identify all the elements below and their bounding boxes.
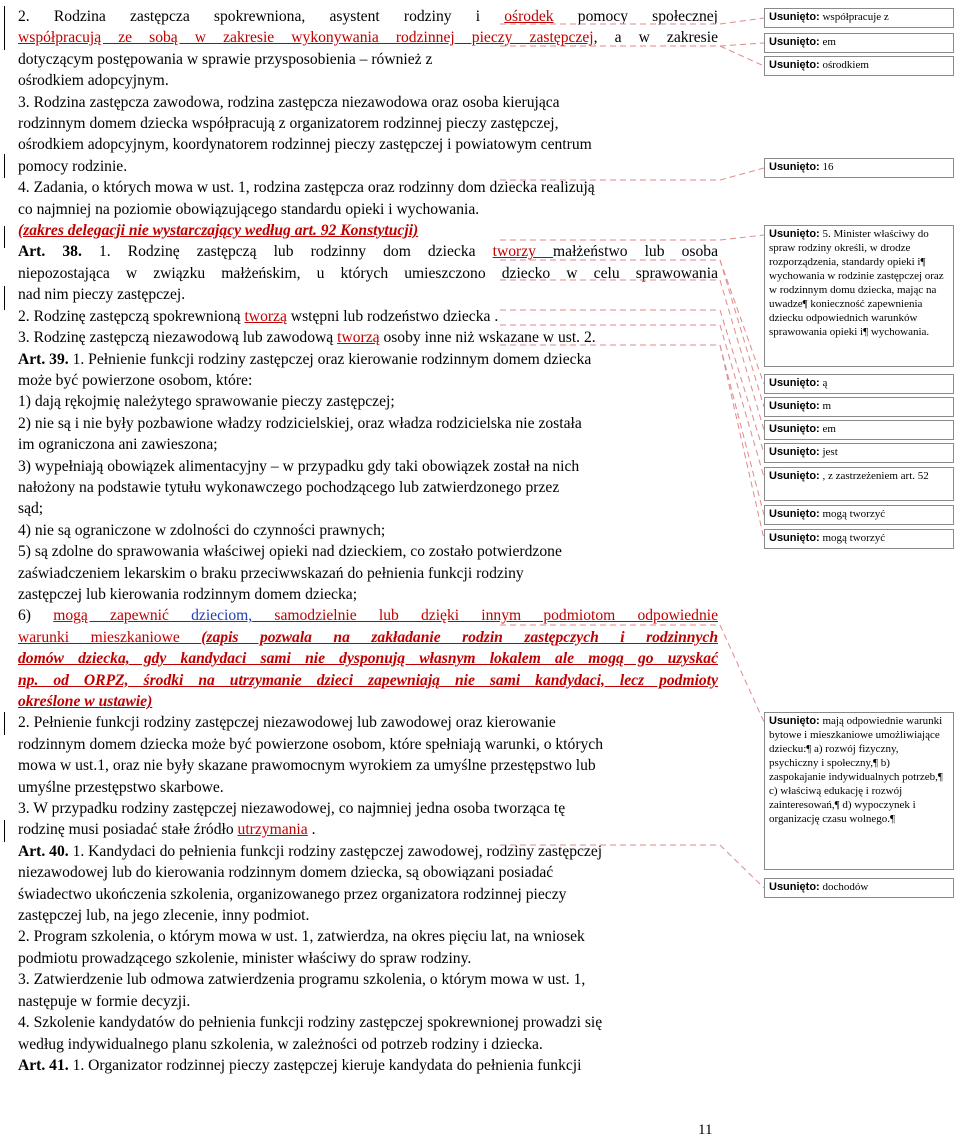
balloon-label: Usunięto:	[769, 470, 820, 482]
revision-text: współpracują ze sobą w zakresie wykonywania rodzinnej pieczy zastępczej	[18, 29, 594, 47]
text-line	[18, 391, 718, 412]
deletion-comment-balloon[interactable]	[764, 225, 954, 367]
balloon-text: em	[819, 36, 836, 48]
text-run: umyślne przestępstwo skarbowe.	[18, 778, 224, 796]
change-bar	[4, 154, 5, 178]
balloon-label: Usunięto:	[769, 377, 820, 389]
balloon-text: m	[819, 400, 832, 412]
text-run: według indywidualnego planu szkolenia, w zależności od potrzeb rodziny i dziecka.	[18, 1035, 543, 1053]
text-run: rodzinnym domem dziecka może być powierzone osobom, które spełniają warunki, o których	[18, 735, 604, 753]
text-run: 3. W przypadku rodziny zastępczej niezawodowej, co najmniej jedna osoba tworząca tę	[18, 800, 566, 818]
text-line	[18, 263, 718, 284]
text-line	[18, 199, 718, 220]
balloon-text: jest	[819, 446, 838, 458]
text-line	[18, 370, 718, 391]
text-line	[18, 798, 718, 819]
balloon-label: Usunięto:	[769, 161, 820, 173]
text-run: pomocy rodzinie.	[18, 157, 128, 175]
deletion-comment-balloon[interactable]	[764, 8, 954, 28]
text-run: podmiotu prowadzącego szkolenie, minister właściwy do spraw rodziny.	[18, 949, 472, 967]
revision-text: mogą zapewnić	[53, 607, 192, 625]
text-line	[18, 1055, 718, 1076]
change-bar	[4, 820, 5, 842]
balloon-text: mogą tworzyć	[819, 532, 886, 544]
balloon-text: , z zastrzeżeniem art. 52	[819, 470, 929, 482]
text-run: 2. Rodzina zastępcza spokrewniona,	[18, 8, 330, 25]
page-number: 11	[698, 1122, 713, 1138]
change-bar	[4, 226, 5, 248]
balloon-label: Usunięto:	[769, 59, 820, 71]
text-line	[18, 520, 718, 541]
text-line	[18, 991, 718, 1012]
change-bar	[4, 712, 5, 735]
text-run: 1. Kandydaci do pełnienia funkcji rodziny zastępczej zawodowej, rodziny zastępczej	[68, 842, 603, 860]
balloon-text: mają odpowiednie warunki bytowe i mieszkaniowe umożliwiające dziecku:¶ a) rozwój fizyczny, psychiczny i społeczny,¶ b) zaspokajanie indywidualnych potrzeb,¶ c) właściwą edukację i rozwój zainteresowań,¶ d) wypoczynek i organizację czasu wolnego.¶	[769, 715, 943, 825]
balloon-text: em	[819, 423, 836, 435]
text-line	[18, 477, 718, 498]
text-run: pomocy społecznej	[553, 8, 718, 25]
text-run: zastępczej lub, na jego zlecenie, inny podmiot.	[18, 907, 310, 925]
text-run: .	[307, 821, 316, 839]
text-line	[18, 434, 718, 455]
text-run: 5) są zdolne do sprawowania właściwej opieki nad dzieckiem, co zostało potwierdzone	[18, 543, 562, 561]
text-run: 3. Rodzina zastępcza zawodowa, rodzina zastępcza niezawodowa oraz osoba kierująca	[18, 93, 560, 111]
text-line	[18, 691, 718, 712]
text-run: rodzinnym domem dziecka współpracują z organizatorem rodzinnej pieczy zastępczej,	[18, 115, 559, 133]
deletion-comment-balloon[interactable]	[764, 420, 954, 440]
text-line	[18, 777, 718, 798]
text-line	[18, 92, 718, 113]
text-line	[18, 905, 718, 926]
balloon-label: Usunięto:	[769, 881, 820, 893]
change-bar	[4, 6, 5, 50]
balloon-label: Usunięto:	[769, 11, 820, 23]
text-run: nałożony na podstawie tytułu wykonawczego pochodzącego lub zatwierdzonego przez	[18, 478, 560, 496]
text-line	[18, 49, 718, 70]
text-run: świadectwo ukończenia szkolenia, organizowanego przez organizatora rodzinnej pieczy	[18, 885, 567, 903]
balloon-label: Usunięto:	[769, 228, 820, 240]
deletion-comment-balloon[interactable]	[764, 397, 954, 417]
text-run: 1. Rodzinę zastępczą lub rodzinny dom dziecka	[81, 243, 493, 261]
text-line	[18, 627, 718, 648]
text-run: niezawodowej lub do kierowania rodzinnym domem dziecka, są obowiązani posiadać	[18, 864, 554, 882]
revision-text: domów dziecka, gdy kandydaci sami nie dysponują własnym lokalem ale mogą go uzyskać	[18, 650, 718, 668]
text-line	[18, 498, 718, 519]
text-line	[18, 712, 718, 733]
balloon-text: 16	[819, 161, 834, 173]
text-run: Art. 39.	[18, 350, 69, 368]
revision-text: warunki mieszkaniowe	[18, 628, 202, 646]
text-run: 3) wypełniają obowiązek alimentacyjny – w przypadku gdy taki obowiązek został na nich	[18, 457, 580, 475]
revision-text: tworzy	[492, 243, 554, 261]
deletion-comment-balloon[interactable]	[764, 33, 954, 53]
text-run: co najmniej na poziomie obowiązującego standardu opieki i wychowania.	[18, 200, 480, 218]
revision-text: tworzą	[337, 329, 380, 347]
text-run: rodzinę musi posiadać stałe źródło	[18, 821, 238, 839]
text-run: 4) nie są ograniczone w zdolności do czynności prawnych;	[18, 521, 386, 539]
text-run: 1. Organizator rodzinnej pieczy zastępczej kieruje kandydata do pełnienia funkcji	[68, 1056, 582, 1074]
text-run: zastępczej lub kierowania rodzinnym domem dziecka;	[18, 585, 358, 603]
text-line	[18, 327, 718, 348]
text-run: nad nim pieczy zastępczej.	[18, 286, 186, 304]
balloon-label: Usunięto:	[769, 423, 820, 435]
text-run: mowa w ust.1, oraz nie były skazane prawomocnym wyrokiem za umyślne przestępstwo lub	[18, 757, 596, 775]
text-run: 2. Rodzinę zastępczą spokrewnioną	[18, 307, 245, 325]
text-run: może być powierzone osobom, które:	[18, 371, 253, 389]
deletion-comment-balloon[interactable]	[764, 712, 954, 870]
text-line	[18, 926, 718, 947]
text-line	[18, 605, 718, 626]
text-run: asystent rodziny i	[329, 8, 505, 25]
text-line	[18, 177, 718, 198]
balloon-label: Usunięto:	[769, 532, 820, 544]
revision-text: (zapis pozwala na zakładanie rodzin zastępczych i rodzinnych	[201, 628, 718, 646]
text-line	[18, 948, 718, 969]
deletion-comment-balloon[interactable]	[764, 878, 954, 898]
text-line	[18, 156, 718, 177]
text-run: Art. 40.	[18, 842, 69, 860]
text-line	[18, 584, 718, 605]
text-run: ośrodkiem adopcyjnym, koordynatorem rodzinnej pieczy zastępczej i powiatowym centrum	[18, 136, 592, 154]
balloon-label: Usunięto:	[769, 446, 820, 458]
text-line	[18, 1034, 718, 1055]
text-line	[18, 306, 718, 327]
revision-text: np. od ORPZ, środki na utrzymanie dzieci zapewniają nie sami kandydaci, lecz podmioty	[18, 671, 718, 689]
deletion-comment-balloon[interactable]	[764, 158, 954, 178]
balloon-text: ośrodkiem	[819, 59, 869, 71]
balloon-text: mogą tworzyć	[819, 508, 886, 520]
text-line	[18, 6, 718, 27]
revision-text: tworzą	[244, 307, 287, 325]
text-run: osoby inne niż wskazane w ust. 2.	[379, 329, 596, 347]
revision-text: (zakres delegacji nie wystarczający według art. 92 Konstytucji)	[18, 222, 419, 240]
text-line	[18, 27, 718, 48]
text-run: 1) dają rękojmię należytego sprawowanie pieczy zastępczej;	[18, 393, 395, 411]
text-run: niepozostająca w związku małżeńskim, u których umieszczono dziecko w celu sprawowania	[18, 264, 718, 282]
text-run: 6)	[18, 607, 54, 625]
text-run: Art. 41.	[18, 1056, 69, 1074]
balloon-text: 5. Minister właściwy do spraw rodziny określi, w drodze rozporządzenia, standardy opieki i¶ wychowania w rodzinie zastępczej oraz w rodzinnym domu dziecka, mając na uwadze¶ konieczność zapewnienia dziecku odpowiednich warunków sprawowania opieki i¶ wychowania.	[769, 228, 944, 338]
text-line	[18, 819, 718, 840]
text-run: 4. Zadania, o których mowa w ust. 1, rodzina zastępcza oraz rodzinny dom dziecka realizują	[18, 179, 595, 197]
balloon-text: dochodów	[819, 881, 869, 893]
balloon-label: Usunięto:	[769, 715, 820, 727]
text-run: , a w zakresie	[593, 29, 718, 47]
text-run: 2) nie są i nie były pozbawione władzy rodzicielskiej, oraz władza rodzicielska nie została	[18, 414, 582, 432]
text-line	[18, 969, 718, 990]
revision-text: określone w ustawie)	[18, 693, 153, 710]
balloon-label: Usunięto:	[769, 508, 820, 520]
text-line	[18, 284, 718, 305]
text-line	[18, 884, 718, 905]
balloon-text: współpracuje z	[819, 11, 889, 23]
change-bar	[4, 286, 5, 310]
text-run: małżeństwo lub osoba	[553, 243, 718, 261]
text-line	[18, 456, 718, 477]
revision-text: samodzielnie lub dzięki innym podmiotom odpowiednie	[252, 607, 718, 625]
text-run: 3. Rodzinę zastępczą niezawodową lub zawodową	[18, 329, 338, 347]
revision-text: ośrodek	[504, 8, 554, 25]
text-line	[18, 220, 718, 241]
text-run: zaświadczeniem lekarskim o braku przeciwwskazań do pełnienia funkcji rodziny	[18, 564, 524, 582]
revision-text: utrzymania	[237, 821, 308, 839]
text-run: wstępni lub rodzeństwo dziecka .	[286, 307, 499, 325]
text-line	[18, 413, 718, 434]
text-line	[18, 1012, 718, 1033]
text-line	[18, 841, 718, 862]
text-line	[18, 563, 718, 584]
document-body	[18, 6, 718, 1076]
text-run: 2. Program szkolenia, o którym mowa w ust. 1, zatwierdza, na okres pięciu lat, na wniosek	[18, 928, 585, 946]
deletion-comment-balloon[interactable]	[764, 443, 954, 463]
text-line	[18, 862, 718, 883]
text-line	[18, 755, 718, 776]
text-run: 4. Szkolenie kandydatów do pełnienia funkcji rodziny zastępczej spokrewnionej prowadzi się	[18, 1014, 603, 1032]
text-line	[18, 648, 718, 669]
text-line	[18, 541, 718, 562]
balloon-label: Usunięto:	[769, 36, 820, 48]
deletion-comment-balloon[interactable]	[764, 467, 954, 501]
text-run: 1. Pełnienie funkcji rodziny zastępczej oraz kierowanie rodzinnym domem dziecka	[68, 350, 592, 368]
text-run: sąd;	[18, 500, 44, 518]
text-run: 3. Zatwierdzenie lub odmowa zatwierdzenia programu szkolenia, o którym mowa w ust. 1,	[18, 971, 586, 989]
deletion-comment-balloon[interactable]	[764, 529, 954, 549]
text-line	[18, 734, 718, 755]
text-run: dotyczącym postępowania w sprawie przysposobienia – również z	[18, 50, 433, 68]
deletion-comment-balloon[interactable]	[764, 374, 954, 394]
text-line	[18, 670, 718, 691]
text-line	[18, 70, 718, 91]
balloon-label: Usunięto:	[769, 400, 820, 412]
text-line	[18, 349, 718, 370]
text-run: następuje w formie decyzji.	[18, 992, 191, 1010]
text-run: Art. 38.	[18, 243, 82, 261]
deletion-comment-balloon[interactable]	[764, 505, 954, 525]
text-line	[18, 113, 718, 134]
deletion-comment-balloon[interactable]	[764, 56, 954, 76]
revision-text: dzieciom,	[191, 607, 253, 625]
text-run: ośrodkiem adopcyjnym.	[18, 72, 169, 90]
balloon-text: ą	[819, 377, 828, 389]
text-run: im ograniczona ani zawieszona;	[18, 436, 218, 454]
text-line	[18, 241, 718, 262]
text-run: 2. Pełnienie funkcji rodziny zastępczej niezawodowej lub zawodowej oraz kierowanie	[18, 714, 556, 732]
text-line	[18, 134, 718, 155]
